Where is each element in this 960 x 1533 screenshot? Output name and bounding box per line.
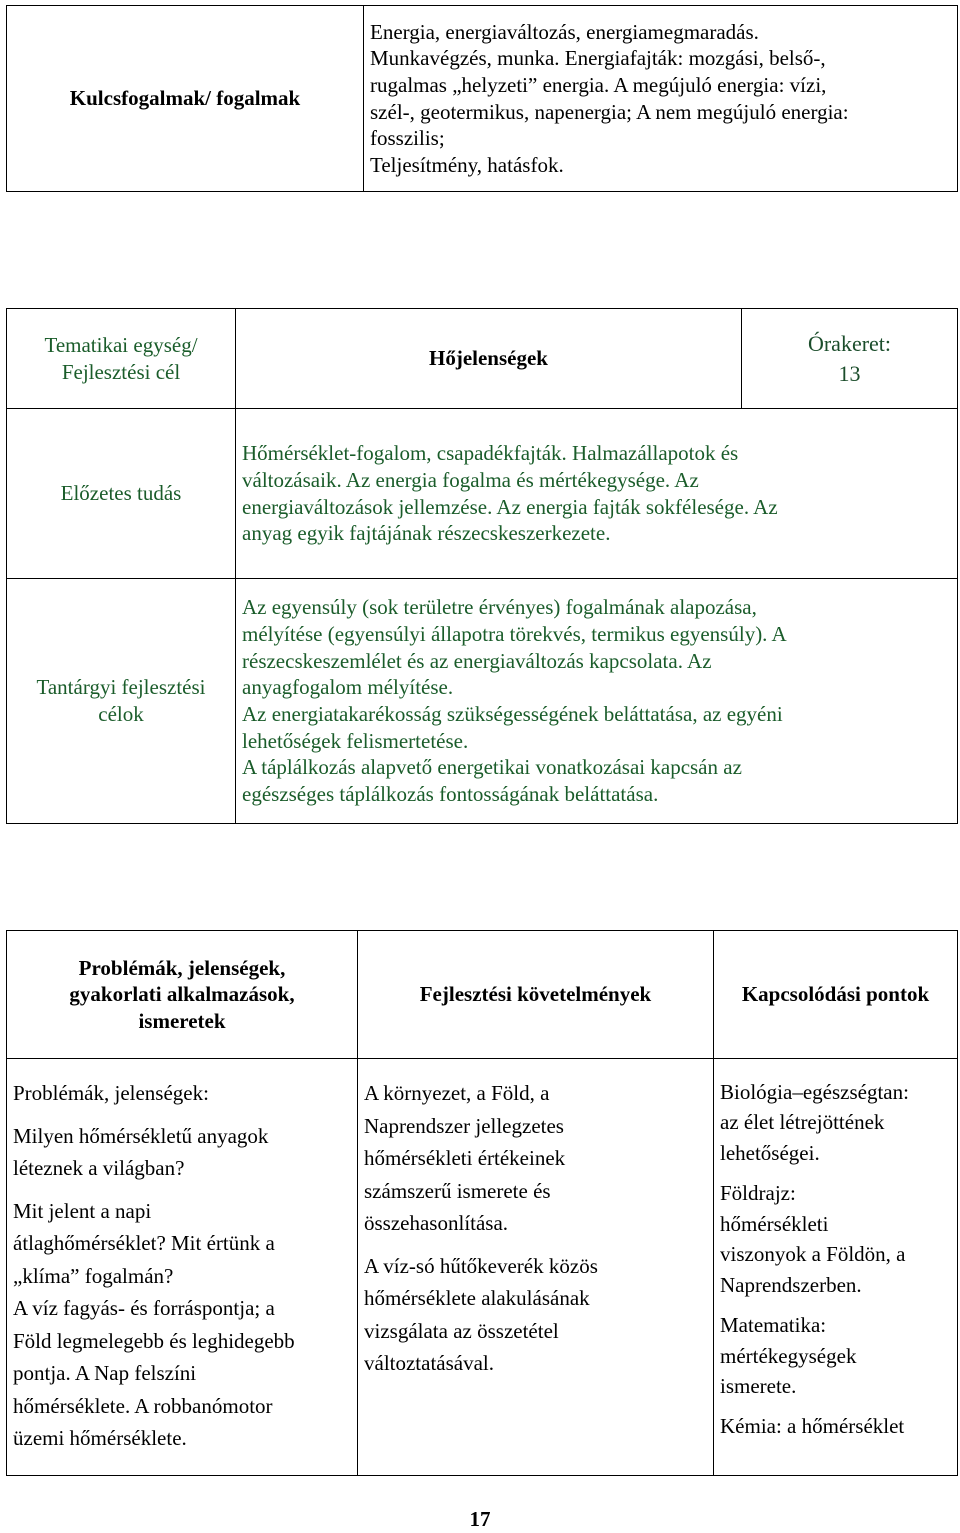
prior-line: Hőmérséklet-fogalom, csapadékfajták. Halmazállapotok és — [242, 441, 739, 466]
hours-cell — [742, 309, 958, 409]
problems-heading: Problémák, jelenségek: — [13, 1081, 209, 1105]
key-concepts-table — [6, 5, 958, 192]
connections-paragraph: Biológia–egészségtan: az élet létrejöttének lehetőségei. — [720, 1080, 909, 1165]
key-concepts-line: Teljesítmény, hatásfok. — [370, 152, 564, 177]
requirements-paragraph: A víz-só hűtőkeverék közös hőmérséklete alakulásának vizsgálata az összetétel változtatásával. — [364, 1253, 598, 1376]
key-concepts-line: rugalmas „helyzeti” energia. A megújuló energia: vízi, — [370, 72, 827, 97]
header-problems: Problémák, jelenségek, gyakorlati alkalmazások, ismeretek — [7, 931, 358, 1059]
goals-line: anyagfogalom mélyítése. — [242, 675, 454, 700]
key-concepts-label: Kulcsfogalmak/ fogalmak — [7, 6, 364, 192]
hours-value: 13 — [838, 360, 861, 386]
requirements-cell — [358, 1059, 714, 1476]
goals-label: Tantárgyi fejlesztési célok — [7, 579, 236, 824]
connections-paragraph: Kémia: a hőmérséklet — [720, 1414, 905, 1439]
problems-paragraph: Milyen hőmérsékletű anyagok léteznek a világban? — [13, 1123, 269, 1181]
header-connections: Kapcsolódási pontok — [714, 931, 958, 1059]
thematic-unit-label: Tematikai egység/ Fejlesztési cél — [7, 309, 236, 409]
key-concepts-line: szél-, geotermikus, napenergia; A nem megújuló energia: — [370, 99, 849, 124]
header-requirements: Fejlesztési követelmények — [358, 931, 714, 1059]
prior-knowledge-content — [236, 409, 958, 579]
goals-line: Az energiatakarékosság szükségességének beláttatása, az egyéni — [242, 702, 783, 726]
goals-line: egészséges táplálkozás fontosságának beláttatása. — [242, 781, 659, 806]
key-concepts-line: fosszilis; — [370, 126, 445, 151]
page-number: 17 — [469, 1507, 491, 1531]
prior-line: változásaik. Az energia fogalma és mértékegysége. Az — [242, 467, 699, 492]
key-concepts-content — [364, 6, 958, 192]
connections-paragraph: Földrajz: hőmérsékleti viszonyok a Földön, a Naprendszerben. — [720, 1181, 906, 1297]
problems-cell — [7, 1059, 358, 1476]
content-table — [6, 930, 958, 1476]
key-concepts-line: Energia, energiaváltozás, energiamegmaradás. — [370, 19, 759, 44]
goals-content — [236, 579, 958, 824]
requirements-paragraph: A környezet, a Föld, a Naprendszer jellegzetes hőmérsékleti értékeinek számszerű ismerete és összehasonlítása. — [364, 1081, 566, 1236]
connections-paragraph: Matematika: mértékegységek ismerete. — [720, 1313, 857, 1398]
goals-line: Az egyensúly (sok területre érvényes) fogalmának alapozása, — [242, 595, 757, 620]
connections-cell — [714, 1059, 958, 1476]
key-concepts-line: Munkavégzés, munka. Energiafajták: mozgási, belső-, — [370, 46, 826, 71]
goals-line: A táplálkozás alapvető energetikai vonatkozásai kapcsán az — [242, 755, 742, 780]
prior-line: anyag egyik fajtájának részecskeszerkezete. — [242, 521, 611, 546]
thematic-unit-table — [6, 308, 958, 824]
goals-line: mélyítése (egyensúlyi állapotra törekvés, termikus egyensúly). A — [242, 622, 787, 647]
goals-line: részecskeszemlélet és az energiaváltozás kapcsolata. Az — [242, 648, 712, 673]
problems-paragraph: A víz fagyás- és forráspontja; a Föld legmelegebb és leghidegebb pontja. A Nap felszíni hőmérséklete. A robbanómotor üzemi hőmérséklete. — [13, 1296, 295, 1451]
goals-line: lehetőségek felismertetése. — [242, 728, 469, 753]
prior-line: energiaváltozások jellemzése. Az energia fajták sokfélesége. Az — [242, 494, 778, 519]
problems-paragraph: Mit jelent a napi átlaghőmérséklet? Mit értünk a „klíma” fogalmán? — [13, 1198, 275, 1288]
unit-title: Hőjelenségek — [236, 309, 742, 409]
prior-knowledge-label: Előzetes tudás — [7, 409, 236, 579]
hours-label: Órakeret: — [807, 330, 892, 356]
